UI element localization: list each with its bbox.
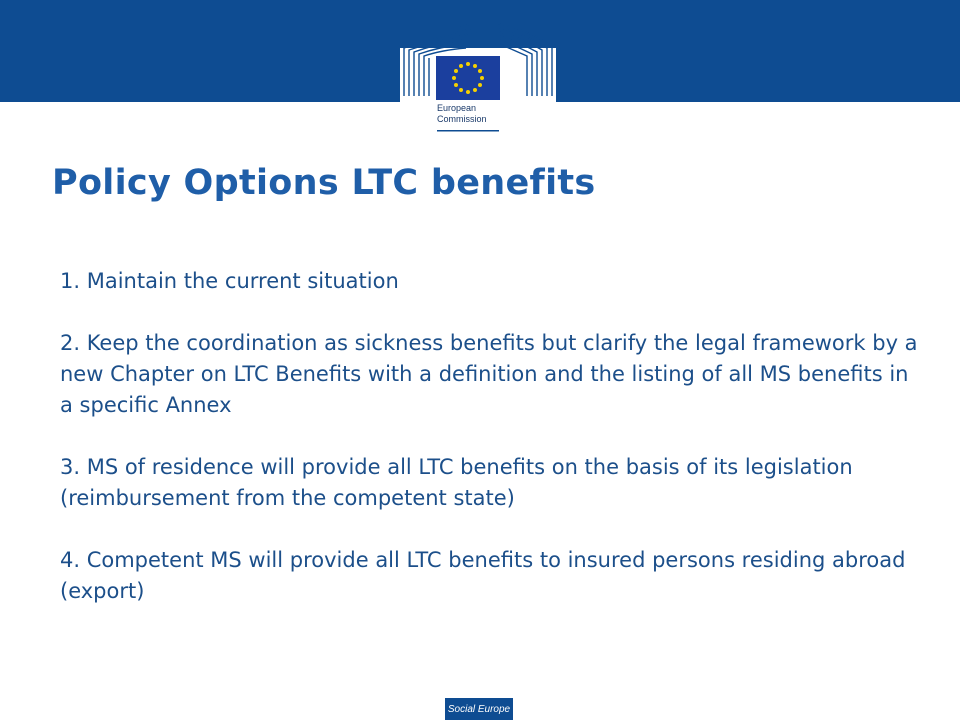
social-europe-badge: Social Europe: [445, 698, 513, 720]
policy-option-3: 3. MS of residence will provide all LTC benefits on the basis of its legislation (reimbursement from the competent state): [60, 455, 853, 510]
policy-options-list: [60, 266, 920, 638]
slide-title: Policy Options LTC benefits: [52, 163, 596, 203]
logo-text-commission: Commission: [437, 114, 487, 124]
policy-option-1: 1. Maintain the current situation: [60, 269, 399, 293]
policy-option-4: 4. Competent MS will provide all LTC benefits to insured persons residing abroad (export): [60, 548, 906, 603]
policy-option-2: 2. Keep the coordination as sickness benefits but clarify the legal framework by a new Chapter on LTC Benefits with a definition and the listing of all MS benefits in a specific Annex: [60, 331, 918, 417]
logo-text-european: European: [437, 103, 477, 113]
logo-wordmark: [437, 103, 487, 125]
